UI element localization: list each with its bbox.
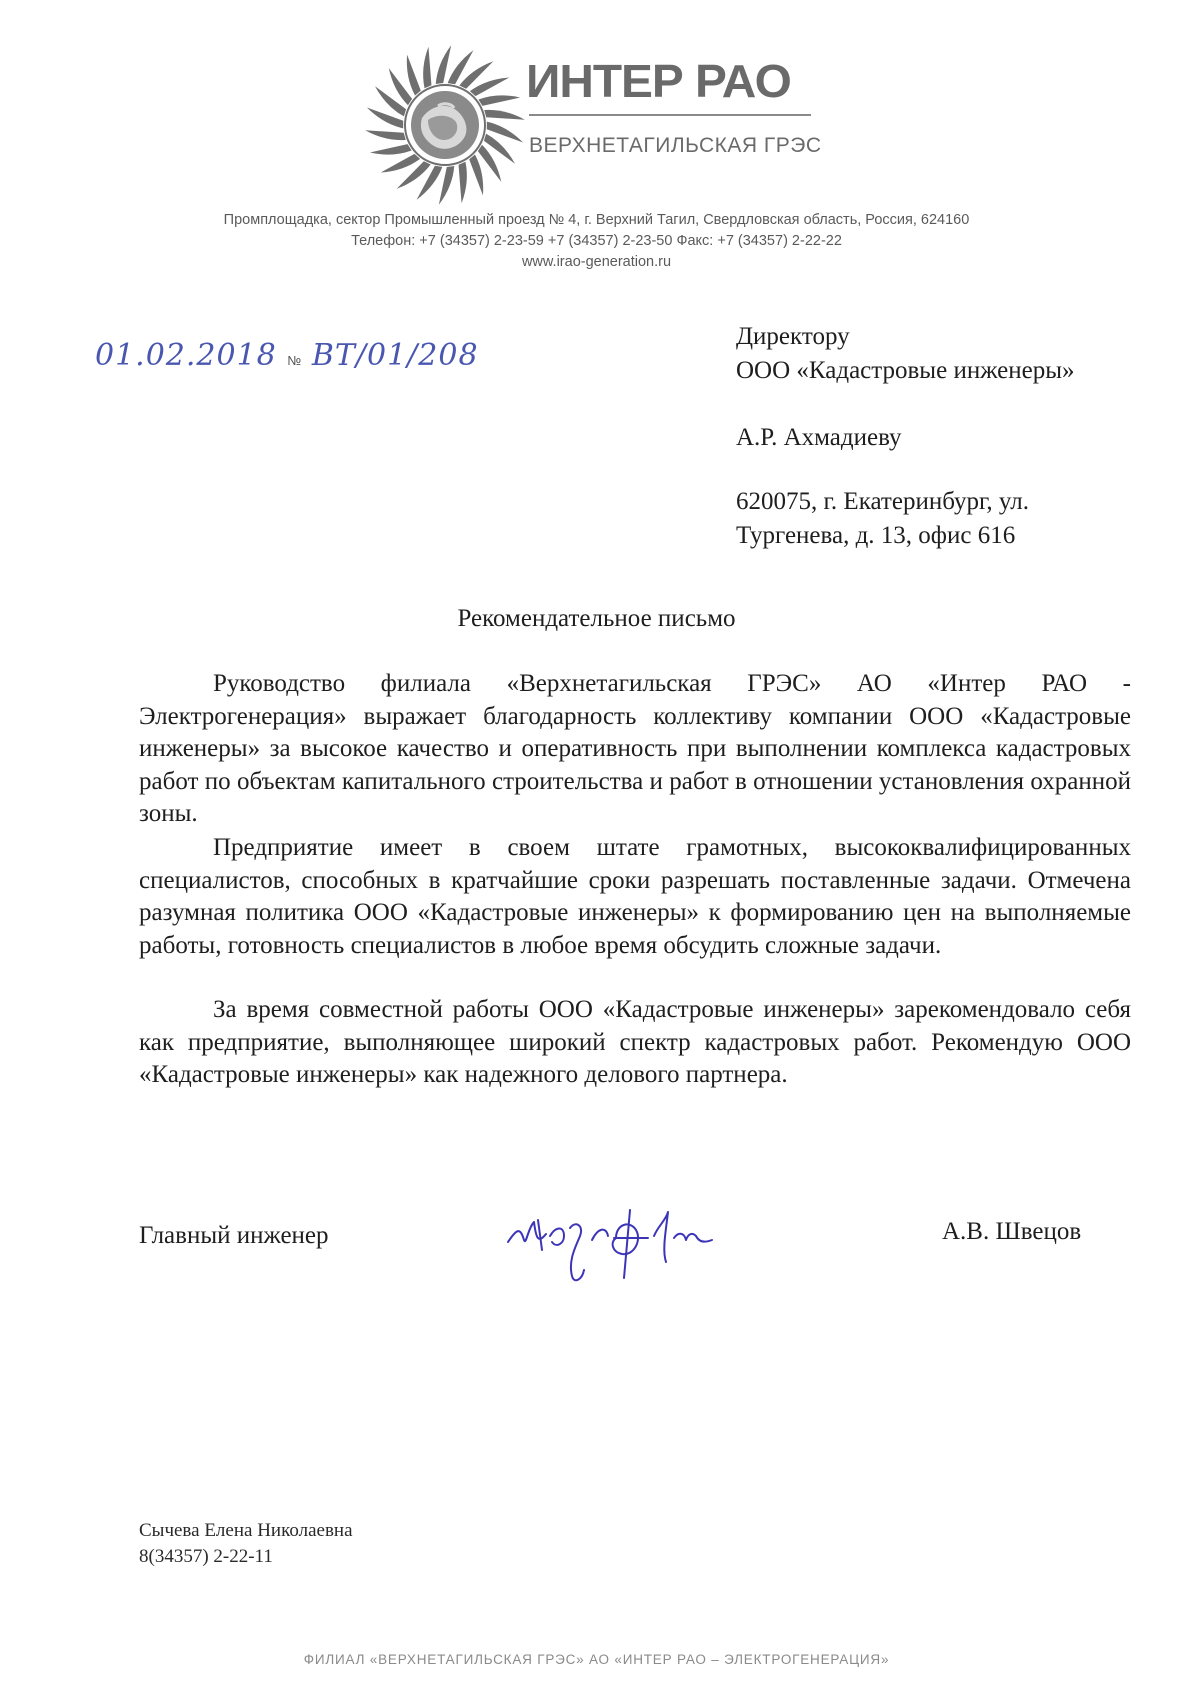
sun-ray	[469, 154, 483, 195]
brand-name: ИНТЕР РАО	[526, 55, 791, 107]
sun-ray	[484, 110, 525, 120]
phone-line: Телефон: +7 (34357) 2-23-59 +7 (34357) 2-23-50 Факс: +7 (34357) 2-22-22	[351, 233, 842, 249]
address-line: Промплощадка, сектор Промышленный проезд № 4, г. Верхний Тагил, Свердловская область, Россия, 624160	[223, 212, 970, 228]
website-link: www.irao-generation.ru	[521, 254, 672, 270]
recipient-company: ООО «Кадастровые инженеры»	[736, 357, 1075, 384]
signatory-role: Главный инженер	[139, 1222, 329, 1249]
sun-ray	[459, 162, 467, 204]
document-title: Рекомендательное письмо	[457, 605, 736, 632]
body-paragraph-2: Предприятие имеет в своем штате грамотных, высококвалифицированных специалистов, способных в кратчайшие сроки разрешать поставленные задачи. Отмечена разумная политика ООО «Кадастровые инженеры» к формированию цен на выполняемые работы, готовность специалистов в любое время обсудить сложные задачи.	[139, 834, 1131, 959]
registration-number: ВТ/01/208	[311, 338, 479, 373]
recipient-name: А.Р. Ахмадиеву	[736, 424, 902, 451]
executor-name: Сычева Елена Николаевна	[139, 1520, 353, 1541]
sun-globe-icon	[360, 40, 530, 210]
page-footer: ФИЛИАЛ «ВЕРХНЕТАГИЛЬСКАЯ ГРЭС» АО «ИНТЕР РАО – ЭЛЕКТРОГЕНЕРАЦИЯ»	[303, 1652, 890, 1667]
registration-stamp	[95, 338, 479, 373]
sun-ray	[478, 95, 520, 106]
signatory-name: А.В. Швецов	[942, 1218, 1082, 1245]
sun-ray	[381, 154, 420, 173]
executor-phone: 8(34357) 2-22-11	[139, 1546, 273, 1567]
registration-date: 01.02.2018	[95, 338, 277, 373]
number-sign: №	[287, 353, 302, 368]
sun-ray	[365, 130, 406, 140]
sun-ray	[407, 55, 421, 96]
brand-subtitle: ВЕРХНЕТАГИЛЬСКАЯ ГРЭС	[529, 134, 822, 157]
recipient-address-2: Тургенева, д. 13, офис 616	[736, 522, 1016, 549]
brand-divider	[529, 114, 811, 116]
sun-ray	[470, 77, 509, 96]
sun-ray	[439, 166, 454, 205]
sun-ray	[423, 47, 431, 89]
recipient-address-1: 620075, г. Екатеринбург, ул.	[736, 488, 1030, 515]
body-paragraph-3: За время совместной работы ООО «Кадастровые инженеры» зарекомендовало себя как предприятие, выполняющее широкий спектр кадастровых работ. Рекомендую ООО «Кадастровые инженеры» как надежного делового партнера.	[139, 996, 1131, 1088]
body-paragraph-1: Руководство филиала «Верхнетагильская ГРЭС» АО «Интер РАО - Электрогенерация» выражает благодарность коллективу компании ООО «Кадастровые инженеры» за высокое качество и оперативность при выполнении комплекса кадастровых работ по объектам капитального строительства и работ в отношении установления охранной зоны.	[139, 670, 1131, 827]
handwritten-signature	[498, 1180, 798, 1290]
sun-ray	[370, 144, 412, 155]
recipient-position: Директору	[736, 323, 850, 350]
sun-ray	[436, 45, 451, 84]
